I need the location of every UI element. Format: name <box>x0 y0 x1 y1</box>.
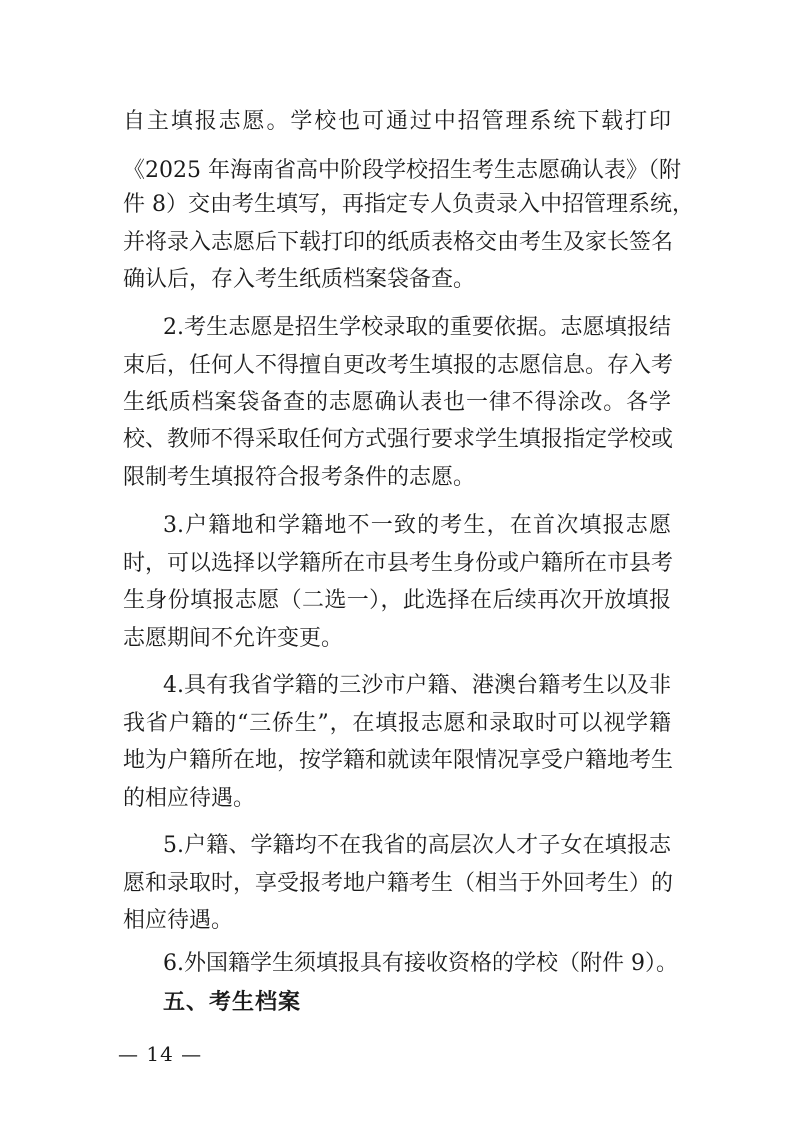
paragraph-5-line-2: 愿和录取时，享受报考地户籍考生（相当于外回考生）的 <box>123 871 674 896</box>
paragraph-5-line-1: 5.户籍、学籍均不在我省的高层次人才子女在填报志 <box>163 833 671 858</box>
paragraph-3-line-4: 志愿期间不允许变更。 <box>123 626 344 651</box>
paragraph-2-line-3: 生纸质档案袋备查的志愿确认表也一律不得涂改。各学 <box>123 390 671 415</box>
paragraph-5-line-3: 相应待遇。 <box>123 908 234 933</box>
paragraph-4-line-3: 地为户籍所在地，按学籍和就读年限情况享受户籍地考生 <box>123 748 674 773</box>
paragraph-1-line-5: 确认后，存入考生纸质档案袋备查。 <box>123 267 476 292</box>
paragraph-1-line-1: 自主填报志愿。学校也可通过中招管理系统下载打印 <box>123 109 671 134</box>
section-heading: 五、考生档案 <box>163 990 302 1015</box>
paragraph-1-line-4: 并将录入志愿后下载打印的纸质表格交由考生及家长签名 <box>123 230 674 255</box>
paragraph-4-line-4: 的相应待遇。 <box>123 786 256 811</box>
paragraph-3-line-3: 生身份填报志愿（二选一），此选择在后续再次开放填报 <box>123 588 671 613</box>
paragraph-2-line-5: 限制考生填报符合报考条件的志愿。 <box>123 465 476 490</box>
page-number: — 14 — <box>118 1042 203 1066</box>
paragraph-4-line-1: 4.具有我省学籍的三沙市户籍、港澳台籍考生以及非 <box>163 673 671 698</box>
paragraph-4-line-2: 我省户籍的“三侨生”，在填报志愿和录取时可以视学籍 <box>123 711 671 736</box>
paragraph-1-line-3: 件 8）交由考生填写，再指定专人负责录入中招管理系统， <box>123 192 694 217</box>
paragraph-3-line-2: 时，可以选择以学籍所在市县考生身份或户籍所在市县考 <box>123 551 674 576</box>
paragraph-3-line-1: 3.户籍地和学籍地不一致的考生，在首次填报志愿 <box>163 513 671 538</box>
paragraph-1-line-2: 《2025 年海南省高中阶段学校招生考生志愿确认表》（附 <box>123 158 681 183</box>
paragraph-6-line-1: 6.外国籍学生须填报具有接收资格的学校（附件 9）。 <box>163 951 678 976</box>
paragraph-2-line-4: 校、教师不得采取任何方式强行要求学生填报指定学校或 <box>123 427 674 452</box>
paragraph-2-line-1: 2.考生志愿是招生学校录取的重要依据。志愿填报结 <box>163 315 671 340</box>
paragraph-2-line-2: 束后，任何人不得擅自更改考生填报的志愿信息。存入考 <box>123 353 674 378</box>
